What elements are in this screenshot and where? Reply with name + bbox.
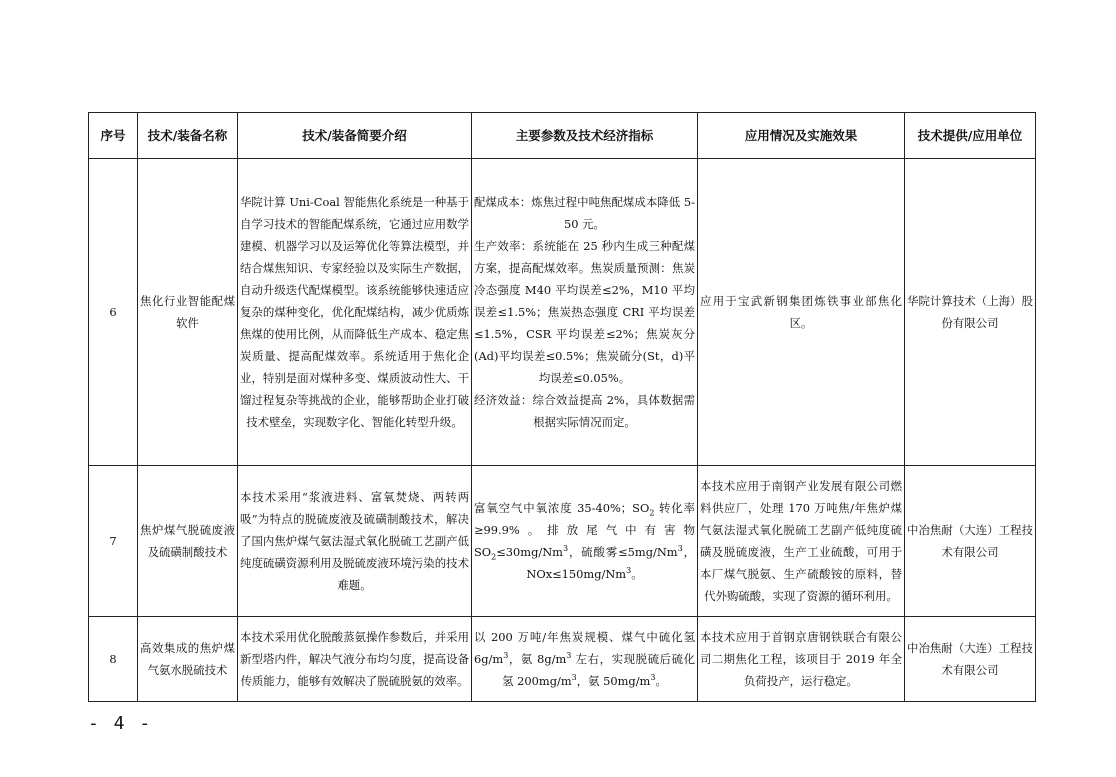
- row-application: 本技术应用于南钢产业发展有限公司燃料供应厂，处理 170 万吨焦/年焦炉煤气氨法湿式氧化脱硫工艺副产低纯度硫磺及脱硫废液，生产工业硫酸，可用于本厂煤气脱氨、生产硫酸铵的原料，替代外购硫酸，实现了资源的循环利用。: [698, 466, 905, 617]
- technology-table: [88, 112, 1036, 702]
- row-intro: 本技术采用“浆液进料、富氧焚烧、两转两吸”为特点的脱硫废液及硫磺制酸技术，解决了国内焦炉煤气氨法湿式氧化脱硫工艺副产低纯度硫磺资源利用及脱硫废液环境污染的技术难题。: [238, 466, 472, 617]
- header-application: 应用情况及实施效果: [698, 113, 905, 159]
- row-provider: 中冶焦耐（大连）工程技术有限公司: [905, 466, 1036, 617]
- table-row: [89, 159, 1036, 466]
- row-name: 高效集成的焦炉煤气氨水脱硫技术: [138, 617, 238, 702]
- row-no: 8: [89, 617, 138, 702]
- header-no: 序号: [89, 113, 138, 159]
- page-number: - 4 -: [88, 713, 153, 734]
- row-no: 7: [89, 466, 138, 617]
- row-params: [472, 159, 698, 466]
- row-params: 富氧空气中氧浓度 35-40%；$SO_2$ 转化率≥99.9%。排放尾气中有害物 $SO_2\le 30mg/Nm^3$，硫酸雾$\le 5mg/Nm^3$，$NOx\le 150mg/Nm^3$。: [472, 466, 698, 617]
- header-params: 主要参数及技术经济指标: [472, 113, 698, 159]
- param-economic: 经济效益：综合效益提高 2%，具体数据需根据实际情况而定。: [474, 393, 695, 429]
- row-intro: 华院计算 Uni-Coal 智能焦化系统是一种基于自学习技术的智能配煤系统，它通过应用数学建模、机器学习以及运筹优化等算法模型，并结合煤焦知识、专家经验以及实际生产数据，自动升级迭代配煤模型。该系统能够快速适应复杂的煤种变化，优化配煤结构，减少优质炼焦煤的使用比例，从而降低生产成本、稳定焦炭质量、提高配煤效率。系统适用于焦化企业，特别是面对煤种多变、煤质波动性大、干馏过程复杂等挑战的企业，能够帮助企业打破技术壁垒，实现数字化、智能化转型升级。: [238, 159, 472, 466]
- row-params: 以 200 万吨/年焦炭规模、煤气中硫化氢 $6g/m^3$，氨 $8g/m^3$ 左右，实现脱硫后硫化氢 $200mg/m^3$，氨 $50mg/m^3$。: [472, 617, 698, 702]
- row-intro: 本技术采用优化脱酸蒸氨操作参数后，并采用新型塔内件，解决气液分布均匀度，提高设备传质能力，能够有效解决了脱硫脱氨的效率。: [238, 617, 472, 702]
- row-no: 6: [89, 159, 138, 466]
- row-provider: 华院计算技术（上海）股份有限公司: [905, 159, 1036, 466]
- table-row: [89, 617, 1036, 702]
- row-application: 本技术应用于首钢京唐钢铁联合有限公司二期焦化工程，该项目于 2019 年全负荷投产，运行稳定。: [698, 617, 905, 702]
- param-efficiency: 生产效率：系统能在 25 秒内生成三种配煤方案，提高配煤效率。焦炭质量预测：焦炭冷态强度 M40 平均误差≤2%，M10 平均误差≤1.5%；焦炭热态强度 CRI 平均误差≤1.5%，CSR 平均误差≤2%；焦炭灰分(Ad)平均误差≤0.5%；焦炭硫分(St，d)平均误差≤0.05%。: [474, 239, 695, 385]
- table-row: [89, 466, 1036, 617]
- row-application: 应用于宝武新钢集团炼铁事业部焦化区。: [698, 159, 905, 466]
- row-provider: 中冶焦耐（大连）工程技术有限公司: [905, 617, 1036, 702]
- header-provider: 技术提供/应用单位: [905, 113, 1036, 159]
- header-intro: 技术/装备简要介绍: [238, 113, 472, 159]
- param-cost: 配煤成本：炼焦过程中吨焦配煤成本降低 5-50 元。: [474, 195, 695, 231]
- row-name: 焦炉煤气脱硫废液及硫磺制酸技术: [138, 466, 238, 617]
- row-name: 焦化行业智能配煤软件: [138, 159, 238, 466]
- header-name: 技术/装备名称: [138, 113, 238, 159]
- table-header-row: [89, 113, 1036, 159]
